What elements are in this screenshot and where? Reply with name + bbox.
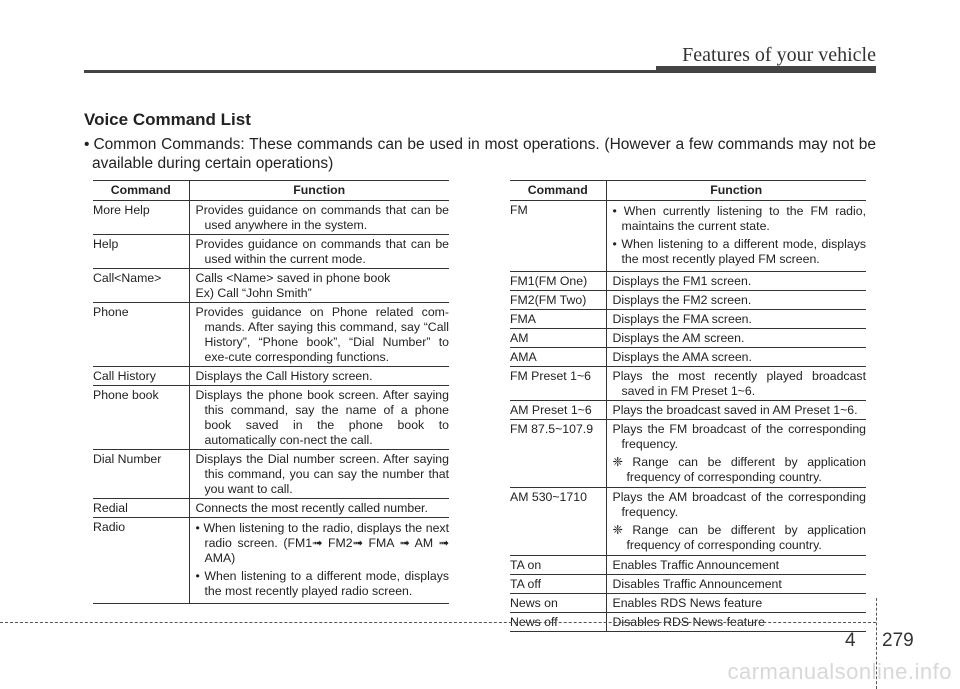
bullet-icon: • (612, 237, 622, 251)
table-row (93, 367, 449, 386)
function-cell (606, 575, 866, 594)
column-header-function: Function (189, 181, 449, 201)
function-cell (189, 201, 449, 235)
command-cell: TA off (510, 575, 606, 594)
function-cell (606, 367, 866, 401)
function-text: Plays the FM broadcast of the corresponding frequency. (612, 422, 866, 451)
function-cell (606, 401, 866, 420)
bullet-icon: • (84, 136, 90, 153)
function-text: Plays the AM broadcast of the corresponding frequency. (612, 490, 866, 519)
intro-paragraph (84, 135, 876, 173)
function-cell (606, 201, 866, 272)
table-row (510, 348, 866, 367)
bullet-text: When listening to the radio, displays the next radio screen. (FM1➟ FM2➟ FMA ➟ AM ➟ AMA) (203, 521, 449, 565)
command-cell: FM Preset 1~6 (510, 367, 606, 401)
function-cell (606, 291, 866, 310)
function-text: Displays the AM screen. (612, 331, 745, 345)
chapter-number: 4 (845, 630, 856, 651)
function-text: Plays the broadcast saved in AM Preset 1~6. (612, 403, 858, 417)
function-text: Displays the Dial number screen. After saying this command, you can say the number that you want to call. (195, 452, 449, 496)
bullet-item (196, 569, 450, 599)
function-cell (606, 348, 866, 367)
bullet-text: When listening to a different mode, displays the most recently played radio screen. (204, 569, 449, 598)
command-cell: Phone (93, 303, 189, 367)
table-row (510, 291, 866, 310)
column-header-command: Command (93, 181, 189, 201)
function-text: Displays the FM2 screen. (612, 293, 752, 307)
command-cell: FM2(FM Two) (510, 291, 606, 310)
command-cell: TA on (510, 556, 606, 575)
command-cell: AM (510, 329, 606, 348)
table-row (93, 303, 449, 367)
bullet-item (613, 237, 867, 267)
function-cell (189, 235, 449, 269)
table-row (510, 401, 866, 420)
command-cell: FMA (510, 310, 606, 329)
bullet-item (613, 204, 867, 234)
bullet-icon: • (195, 521, 204, 535)
bullet-text: When listening to a different mode, displays the most recently played FM screen. (621, 237, 866, 266)
function-text: Connects the most recently called number. (195, 501, 428, 515)
table-row (510, 329, 866, 348)
right-command-table (510, 180, 866, 632)
section-title: Voice Command List (84, 110, 251, 129)
function-cell (189, 450, 449, 499)
function-text: Enables RDS News feature (612, 596, 763, 610)
function-cell (606, 420, 866, 488)
table-row (93, 450, 449, 499)
function-cell (189, 303, 449, 367)
command-cell: Radio (93, 518, 189, 604)
function-text: Displays the FM1 screen. (612, 274, 752, 288)
command-cell: FM (510, 201, 606, 272)
note-icon: ❈ (612, 455, 633, 469)
command-cell: Call History (93, 367, 189, 386)
table-row (93, 269, 449, 303)
function-text: Provides guidance on Phone related com-mands. After saying this command, say “Call History”, “Phone book”, “Dial Number” to exe-cute corresponding functions. (195, 305, 449, 364)
function-cell (606, 594, 866, 613)
command-cell: Phone book (93, 386, 189, 450)
function-text: Ex) Call “John Smith” (195, 286, 312, 300)
command-cell: Redial (93, 499, 189, 518)
function-text: Calls <Name> saved in phone book (195, 271, 391, 285)
function-text: Displays the FMA screen. (612, 312, 752, 326)
command-cell: AMA (510, 348, 606, 367)
page-number: 279 (882, 630, 914, 651)
function-text: Disables RDS News feature (612, 615, 765, 629)
function-cell (606, 488, 866, 556)
table-row (510, 310, 866, 329)
table-row (510, 272, 866, 291)
function-text: Plays the most recently played broadcast saved in FM Preset 1~6. (612, 369, 866, 398)
table-row (93, 201, 449, 235)
note-icon: ❈ (612, 523, 633, 537)
function-cell (189, 367, 449, 386)
watermark: carmanualsonline.info (727, 659, 952, 684)
function-text: Enables Traffic Announcement (612, 558, 780, 572)
command-cell: AM 530~1710 (510, 488, 606, 556)
bullet-text: When currently listening to the FM radio, maintains the current state. (621, 204, 866, 233)
table-row (510, 420, 866, 488)
note-item (613, 455, 867, 485)
function-cell (606, 556, 866, 575)
table-row (510, 367, 866, 401)
bullet-item (196, 521, 450, 566)
function-text: Displays the Call History screen. (195, 369, 373, 383)
column-header-command: Command (510, 181, 606, 201)
command-cell: FM1(FM One) (510, 272, 606, 291)
bullet-icon: • (612, 204, 624, 218)
header-rule-accent (656, 66, 876, 73)
function-text: Provides guidance on commands that can be used anywhere in the system. (195, 203, 449, 232)
function-cell (189, 499, 449, 518)
command-cell: News on (510, 594, 606, 613)
note-text: Range can be different by application frequency of corresponding country. (626, 455, 866, 484)
note-text: Range can be different by application frequency of corresponding country. (626, 523, 866, 552)
table-row (93, 235, 449, 269)
header-title: Features of your vehicle (682, 44, 876, 66)
command-cell: More Help (93, 201, 189, 235)
table-row (510, 556, 866, 575)
command-cell: Help (93, 235, 189, 269)
table-row (93, 386, 449, 450)
column-header-function: Function (606, 181, 866, 201)
function-cell (606, 272, 866, 291)
table-row (510, 594, 866, 613)
function-cell (606, 310, 866, 329)
intro-text: Common Commands: These commands can be used in most operations. (However a few commands may not be available during certain operations) (92, 136, 876, 172)
command-cell: News off (510, 613, 606, 632)
table-row (510, 575, 866, 594)
note-item (613, 523, 867, 553)
function-cell (189, 518, 449, 604)
function-cell (189, 386, 449, 450)
table-row (93, 499, 449, 518)
function-cell (189, 269, 449, 303)
function-text: Displays the AMA screen. (612, 350, 752, 364)
table-row (510, 488, 866, 556)
function-text: Provides guidance on commands that can be used within the current mode. (195, 237, 449, 266)
table-row (510, 201, 866, 272)
command-cell: AM Preset 1~6 (510, 401, 606, 420)
right-table-body (510, 201, 866, 632)
command-cell: Call<Name> (93, 269, 189, 303)
left-command-table (93, 180, 449, 604)
function-cell (606, 329, 866, 348)
command-cell: FM 87.5~107.9 (510, 420, 606, 488)
left-table-body (93, 201, 449, 604)
command-cell: Dial Number (93, 450, 189, 499)
footer-divider (0, 622, 876, 623)
function-text: Displays the phone book screen. After saying this command, say the name of a phone book saved in the phone book to automatically con-nect the call. (195, 388, 449, 447)
function-text: Disables Traffic Announcement (612, 577, 782, 591)
bullet-icon: • (195, 569, 205, 583)
table-row (93, 518, 449, 604)
